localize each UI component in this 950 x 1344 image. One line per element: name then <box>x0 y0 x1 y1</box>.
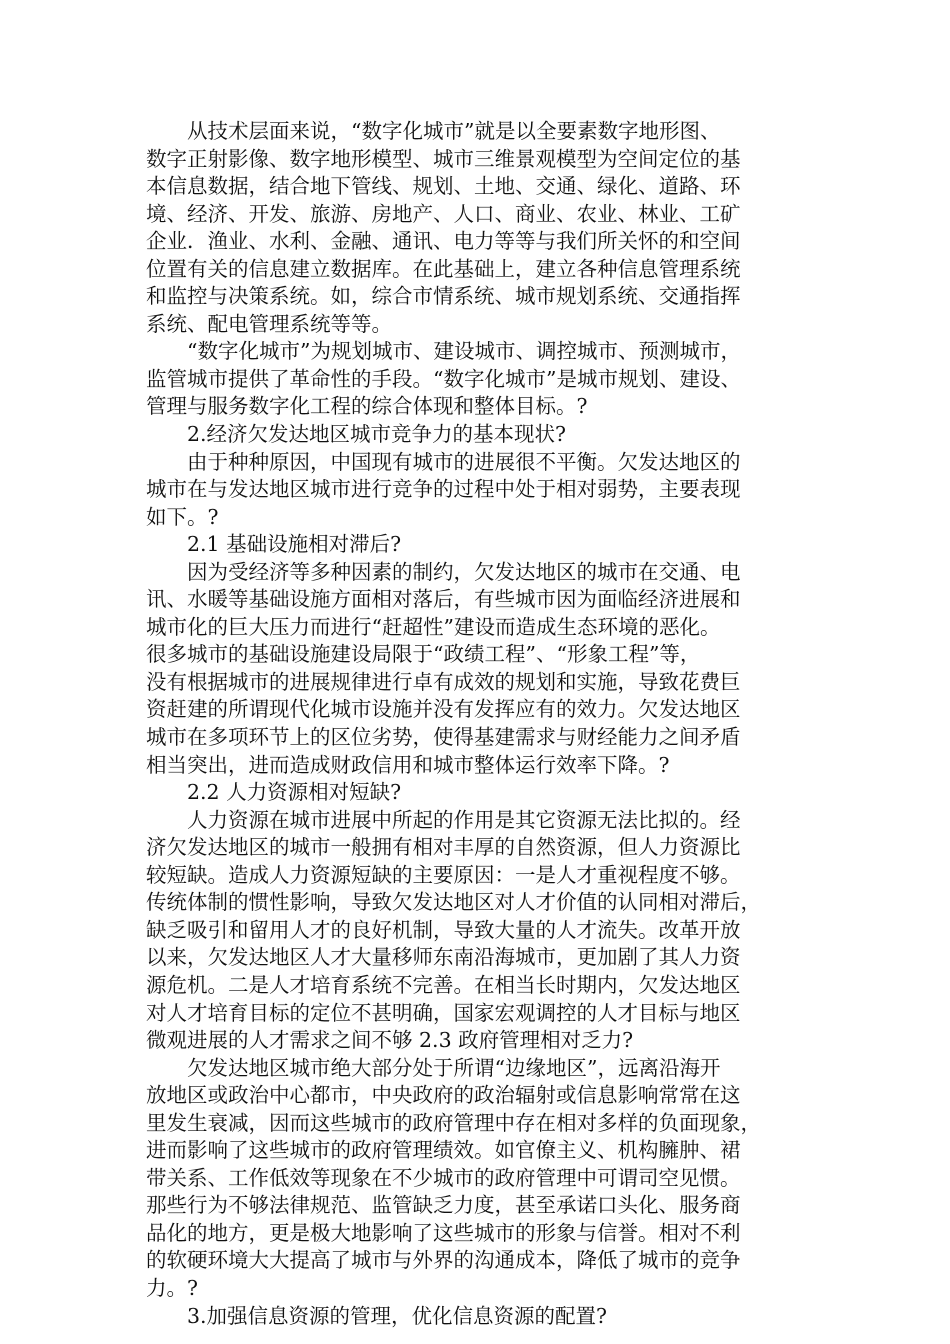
text-line: 传统体制的惯性影响，导致欠发达地区对人才价值的认同相对滞后， <box>146 890 761 915</box>
text-line: 进而影响了这些城市的政府管理绩效。如官僚主义、机构臃肿、裙 <box>146 1138 741 1163</box>
text-line: 以来，欠发达地区人才大量移师东南沿海城市，更加剧了其人力资 <box>146 945 741 970</box>
text-line: 较短缺。造成人力资源短缺的主要原因：一是人才重视程度不够。 <box>146 862 741 887</box>
subsection-heading: 2.2 人力资源相对短缺? <box>146 780 402 805</box>
text-line: 位置有关的信息建立数据库。在此基础上，建立各种信息管理系统 <box>146 256 741 281</box>
text-line: 那些行为不够法律规范、监管缺乏力度，甚至承诺口头化、服务商 <box>146 1193 741 1218</box>
text-line: 城市在与发达地区城市进行竞争的过程中处于相对弱势，主要表现 <box>146 477 741 502</box>
text-line: “数字化城市”为规划城市、建设城市、调控城市、预测城市， <box>146 339 741 364</box>
text-line: 对人才培育目标的定位不甚明确，国家宏观调控的人才目标与地区 <box>146 1000 741 1025</box>
text-line: 力。? <box>146 1275 198 1300</box>
text-line: 因为受经济等多种因素的制约，欠发达地区的城市在交通、电 <box>146 559 741 584</box>
text-line: 监管城市提供了革命性的手段。“数字化城市”是城市规划、建设、 <box>146 366 741 391</box>
text-line: 相当突出，进而造成财政信用和城市整体运行效率下降。? <box>146 752 670 777</box>
text-line: 的软硬环境大大提高了城市与外界的沟通成本，降低了城市的竞争 <box>146 1248 741 1273</box>
text-line: 企业．渔业、水利、金融、通讯、电力等等与我们所关怀的和空间 <box>146 229 741 254</box>
text-line: 本信息数据，结合地下管线、规划、土地、交通、绿化、道路、环 <box>146 174 741 199</box>
text-line: 人力资源在城市进展中所起的作用是其它资源无法比拟的。经 <box>146 807 741 832</box>
text-line: 带关系、工作低效等现象在不少城市的政府管理中可谓司空见惯。 <box>146 1165 741 1190</box>
text-line: 数字正射影像、数字地形模型、城市三维景观模型为空间定位的基 <box>146 146 741 171</box>
text-line: 微观进展的人才需求之间不够 2.3 政府管理相对乏力? <box>146 1028 634 1053</box>
text-line: 里发生衰减，因而这些城市的政府管理中存在相对多样的负面现象， <box>146 1110 761 1135</box>
section-heading: 3.加强信息资源的管理，优化信息资源的配置? <box>146 1303 608 1328</box>
text-line: 管理与服务数字化工程的综合体现和整体目标。? <box>146 394 588 419</box>
text-line: 缺乏吸引和留用人才的良好机制，导致大量的人才流失。改革开放 <box>146 917 741 942</box>
text-line: 济欠发达地区的城市一般拥有相对丰厚的自然资源，但人力资源比 <box>146 835 741 860</box>
section-heading: 2.经济欠发达地区城市竞争力的基本现状? <box>146 422 567 447</box>
text-line: 城市在多项环节上的区位劣势，使得基建需求与财经能力之间矛盾 <box>146 725 741 750</box>
text-line: 资赶建的所谓现代化城市设施并没有发挥应有的效力。欠发达地区 <box>146 697 741 722</box>
text-line: 由于种种原因，中国现有城市的进展很不平衡。欠发达地区的 <box>146 449 741 474</box>
text-line: 源危机。二是人才培育系统不完善。在相当长时期内，欠发达地区 <box>146 972 741 997</box>
text-line: 从技术层面来说，“数字化城市”就是以全要素数字地形图、 <box>146 119 721 143</box>
text-line: 放地区或政治中心都市，中央政府的政治辐射或信息影响常常在这 <box>146 1083 741 1108</box>
text-line: 境、经济、开发、旅游、房地产、人口、商业、农业、林业、工矿 <box>146 201 741 226</box>
text-line: 讯、水暖等基础设施方面相对落后，有些城市因为面临经济进展和 <box>146 587 741 612</box>
text-line: 如下。? <box>146 504 219 529</box>
text-line: 品化的地方，更是极大地影响了这些城市的形象与信誉。相对不利 <box>146 1220 741 1245</box>
text-line: 没有根据城市的进展规律进行卓有成效的规划和实施，导致花费巨 <box>146 669 741 694</box>
text-line: 城市化的巨大压力而进行“赶超性”建设而造成生态环境的恶化。 <box>146 614 721 639</box>
text-line: 和监控与决策系统。如，综合市情系统、城市规划系统、交通指挥 <box>146 284 741 309</box>
text-line: 系统、配电管理系统等等。 <box>146 311 392 336</box>
subsection-heading: 2.1 基础设施相对滞后? <box>146 532 402 557</box>
text-line: 欠发达地区城市绝大部分处于所谓“边缘地区”，远离沿海开 <box>146 1055 721 1080</box>
text-line: 很多城市的基础设施建设局限于“政绩工程”、“形象工程”等， <box>146 642 701 667</box>
